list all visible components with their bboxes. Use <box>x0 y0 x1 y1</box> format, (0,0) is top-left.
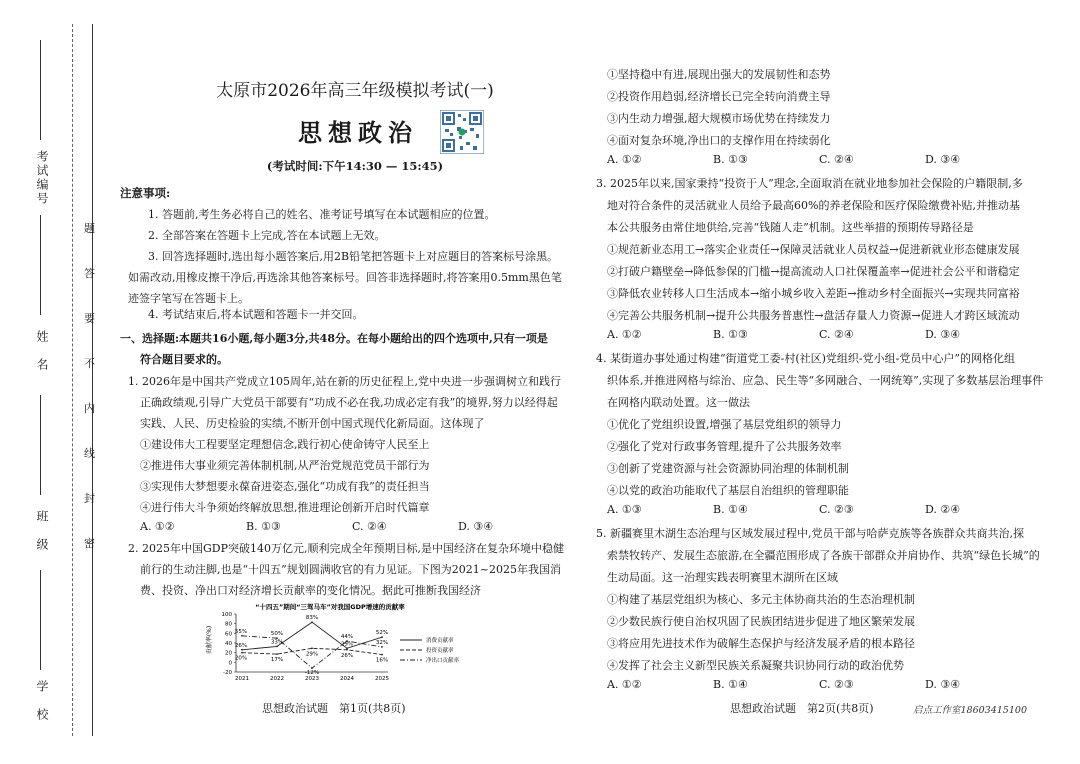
data-point <box>241 635 243 637</box>
question-text: 生动局面。这一治理实践表明赛里木湖所在区域 <box>607 571 838 584</box>
qr-code-icon <box>440 110 484 154</box>
question-text: 索禁牧转产、发展生态旅游,在全疆范围形成了各族干部群众并肩协作、共筑“绿色长城”的 <box>607 549 1040 562</box>
option-a[interactable]: A. ①② <box>140 520 175 533</box>
footer-page-1: 思想政治试题 第1页(共8页) <box>262 702 406 715</box>
y-tick-label: 0 <box>228 660 232 667</box>
statement: ②投资作用趋弱,经济增长已完全转向消费主导 <box>607 90 831 103</box>
question-text: 实践、人民、历史检验的实绩,不断开创中国式现代化新局面。这体现了 <box>140 417 485 430</box>
data-label: -12% <box>304 670 320 677</box>
question-text: 2. 2025年中国GDP突破140万亿元,顺利完成全年预期目标,是中国经济在复杂环境中稳健 <box>128 542 564 555</box>
chart-title: “十四五”期间“三驾马车”对我国GDP增速的贡献率 <box>255 603 405 611</box>
data-label: 33% <box>270 639 284 646</box>
statement: ④发挥了社会主义新型民族关系凝聚共识协同行动的政治优势 <box>607 659 904 672</box>
statement: ④进行伟大斗争须始终解放思想,推进理论创新开启时代篇章 <box>140 501 430 514</box>
series-line-消费贡献率 <box>242 622 382 650</box>
data-point <box>346 649 348 651</box>
label-name: 姓 名 <box>35 330 49 372</box>
exam-time: (考试时间:下午14:30 — 15:45) <box>266 159 444 173</box>
statement: ③实现伟大梦想要永葆奋进姿态,强化“功成有我”的责任担当 <box>140 480 430 493</box>
notes-heading: 注意事项: <box>120 186 171 200</box>
binding-dashed-line <box>72 24 73 736</box>
data-point <box>381 636 383 638</box>
statement: ②少数民族行使自治权巩固了民族团结进步促进了地区繁荣发展 <box>607 615 915 628</box>
exam-title: 太原市2026年高三年级模拟考试(一) <box>216 81 494 101</box>
option-a[interactable]: A. ①② <box>607 328 642 341</box>
question-text: 在网格内联动处置。这一做法 <box>607 396 750 409</box>
note-item: 1. 答题前,考生务必将自己的姓名、准考证号填写在本试题相应的位置。 <box>148 208 496 221</box>
contribution-chart <box>200 600 490 690</box>
statement: ②推进伟大事业须完善体制机制,从严治党规范党员干部行为 <box>140 459 430 472</box>
option-d[interactable]: D. ③④ <box>925 328 961 341</box>
footer-page-2: 思想政治试题 第2页(共8页) <box>730 702 874 715</box>
question-text: 地对符合条件的灵活就业人员给予最高60%的养老保险和医疗保险缴费补贴,并推动基 <box>607 199 1020 212</box>
x-tick-label: 2022 <box>270 676 284 682</box>
y-tick-label: 100 <box>221 612 232 618</box>
statement: ③将应用先进技术作为破解生态保护与经济发展矛盾的根本路径 <box>607 637 915 650</box>
chart-ylabel: 贡献率(%) <box>206 625 213 655</box>
data-label: 26% <box>340 652 354 659</box>
option-c[interactable]: C. ②④ <box>352 520 387 533</box>
data-label: 29% <box>340 641 354 648</box>
data-label: 16% <box>375 657 389 664</box>
option-a[interactable]: A. ①② <box>607 678 642 691</box>
statement: ①坚持稳中有进,展现出强大的发展韧性和态势 <box>607 68 831 81</box>
y-tick-label: -20 <box>223 670 232 676</box>
option-c[interactable]: C. ②④ <box>819 153 854 166</box>
data-point <box>381 654 383 656</box>
option-c[interactable]: C. ②③ <box>819 678 854 691</box>
option-b[interactable]: B. ①③ <box>713 153 748 166</box>
question-text: 4. 某街道办事处通过构建“街道党工委-村(社区)党组织-党小组-党员中心户”的网格化组 <box>596 352 1015 365</box>
statement: ②强化了党对行政事务管理,提升了公共服务效率 <box>607 440 842 453</box>
data-point <box>276 653 278 655</box>
name-field[interactable] <box>40 215 41 315</box>
data-label: 52% <box>375 630 389 637</box>
label-exam-number: 考试编号 <box>35 150 49 206</box>
exam-number-field[interactable] <box>40 40 41 140</box>
warning-char: 封 <box>84 492 95 505</box>
data-point <box>311 621 313 623</box>
statement: ①建设伟大工程要坚定理想信念,践行初心使命铸守人民至上 <box>140 438 430 451</box>
option-a[interactable]: A. ①③ <box>607 503 642 516</box>
legend-label: 投资贡献率 <box>426 648 454 654</box>
class-field[interactable] <box>40 395 41 495</box>
statement: ③降低农业转移人口生活成本→缩小城乡收入差距→推动乡村全面振兴→实现共同富裕 <box>607 287 1020 300</box>
note-item: 4. 考试结束后,将本试题和答题卡一并交回。 <box>148 308 364 321</box>
warning-char: 题 <box>84 222 95 235</box>
data-label: 26% <box>234 642 248 649</box>
section-heading: 一、选择题:本题共16小题,每小题3分,共48分。在每小题给出的四个选项中,只有一项是 <box>120 332 548 345</box>
y-tick-label: 40 <box>225 641 232 647</box>
statement: ④完善公共服务机制→提升公共服务普惠性→盘活存量人力资源→促进人才跨区域流动 <box>607 309 1020 322</box>
school-field[interactable] <box>40 570 41 670</box>
warning-char: 不 <box>84 357 95 370</box>
x-tick-label: 2023 <box>305 676 319 682</box>
note-item: 2. 全部答案在答题卡上完成,答在本试题上无效。 <box>148 229 386 242</box>
data-point <box>276 645 278 647</box>
data-label: 83% <box>305 615 319 622</box>
binding-solid-line <box>92 24 93 736</box>
warning-char: 答 <box>84 267 95 280</box>
data-label: 50% <box>270 631 284 638</box>
legend-label: 净出口贡献率 <box>426 658 460 664</box>
data-point <box>241 652 243 654</box>
label-school: 学 校 <box>35 680 49 722</box>
option-b[interactable]: B. ①③ <box>713 328 748 341</box>
binding-margin <box>0 0 100 764</box>
data-point <box>311 647 313 649</box>
question-text: 前行的生动注脚,也是“十四五”规划圆满收官的有力见证。下图为2021~2025年我国消 <box>140 563 561 576</box>
note-item: 如需改动,用橡皮擦干净后,再选涂其他答案标号。回答非选择题时,将答案用0.5mm黑色笔 <box>128 271 562 284</box>
question-text: 5. 新疆赛里木湖生态治理与区域发展过程中,党员干部与哈萨克族等各族群众共商共治,探 <box>596 527 1024 540</box>
studio-stamp: 启点工作室18603415100 <box>913 705 1027 716</box>
option-d[interactable]: D. ③④ <box>458 520 494 533</box>
option-b[interactable]: B. ①③ <box>246 520 281 533</box>
data-label: 20% <box>234 655 248 662</box>
question-text: 织体系,并推进网格与综治、应急、民生等“多网融合、一网统筹”,实现了多数基层治理事件 <box>607 374 1044 387</box>
warning-char: 线 <box>84 447 95 460</box>
statement: ①优化了党组织设置,增强了基层党组织的领导力 <box>607 418 842 431</box>
question-text: 本公共服务由常住地供给,完善“钱随人走”机制。这些举措的预期传导路径是 <box>607 221 974 234</box>
x-tick-label: 2024 <box>340 676 354 682</box>
warning-char: 内 <box>84 402 95 415</box>
label-class: 班 级 <box>35 510 49 552</box>
data-point <box>241 649 243 651</box>
x-tick-label: 2025 <box>375 676 389 682</box>
statement: ①构建了基层党组织为核心、多元主体协商共治的生态治理机制 <box>607 593 915 606</box>
x-tick-label: 2021 <box>235 676 249 682</box>
y-tick-label: 60 <box>225 631 232 638</box>
question-text: 费、投资、净出口对经济增长贡献率的变化情况。据此可推断我国经济 <box>140 584 481 597</box>
data-label: 29% <box>305 651 319 658</box>
question-text: 正确政绩观,引导广大党员干部要有“功成不必在我,功成必定有我”的境界,努力以经得起 <box>140 396 558 409</box>
statement: ③内生动力增强,超大规模市场优势在持续发力 <box>607 112 831 125</box>
note-item: 3. 回答选择题时,选出每小题答案后,用2B铅笔把答题卡上对应题目的答案标号涂黑。 <box>148 250 559 263</box>
note-item: 迹签字笔写在答题卡上。 <box>128 292 249 305</box>
y-tick-label: 20 <box>225 650 232 657</box>
statement: ②打破户籍壁垒→降低参保的门槛→提高流动人口社保覆盖率→促进社会公平和谐稳定 <box>607 265 1020 278</box>
legend-label: 消费贡献率 <box>426 638 454 644</box>
data-label: 44% <box>340 634 354 641</box>
data-label: 17% <box>270 657 284 664</box>
data-point <box>381 646 383 648</box>
data-label: 55% <box>234 628 248 635</box>
statement: ①规范新业态用工→落实企业责任→保障灵活就业人员权益→促进新就业形态健康发展 <box>607 243 1020 256</box>
option-b[interactable]: B. ①④ <box>713 503 748 516</box>
section-heading-cont: 符合题目要求的。 <box>140 353 228 366</box>
data-label: 32% <box>375 639 389 646</box>
option-b[interactable]: B. ①④ <box>713 678 748 691</box>
statement: ④以党的政治功能取代了基层自治组织的管理职能 <box>607 484 849 497</box>
option-d[interactable]: D. ③④ <box>925 678 961 691</box>
y-tick-label: 80 <box>225 621 232 628</box>
data-point <box>311 667 313 669</box>
option-c[interactable]: C. ②④ <box>819 328 854 341</box>
option-a[interactable]: A. ①② <box>607 153 642 166</box>
option-d[interactable]: D. ②④ <box>925 503 961 516</box>
subject-title: 思想政治 <box>298 119 418 147</box>
warning-char: 密 <box>84 537 95 550</box>
option-d[interactable]: D. ③④ <box>925 153 961 166</box>
statement: ③创新了党建资源与社会资源协同治理的体制机制 <box>607 462 849 475</box>
warning-char: 要 <box>84 312 95 325</box>
question-text: 3. 2025年以来,国家秉持“投资于人”理念,全面取消在就业地参加社会保险的户籍限制,多 <box>596 177 1023 190</box>
option-c[interactable]: C. ②③ <box>819 503 854 516</box>
statement: ④面对复杂环境,净出口的支撑作用在持续弱化 <box>607 134 831 147</box>
question-text: 1. 2026年是中国共产党成立105周年,站在新的历史征程上,党中央进一步强调树立和践行 <box>128 375 561 388</box>
